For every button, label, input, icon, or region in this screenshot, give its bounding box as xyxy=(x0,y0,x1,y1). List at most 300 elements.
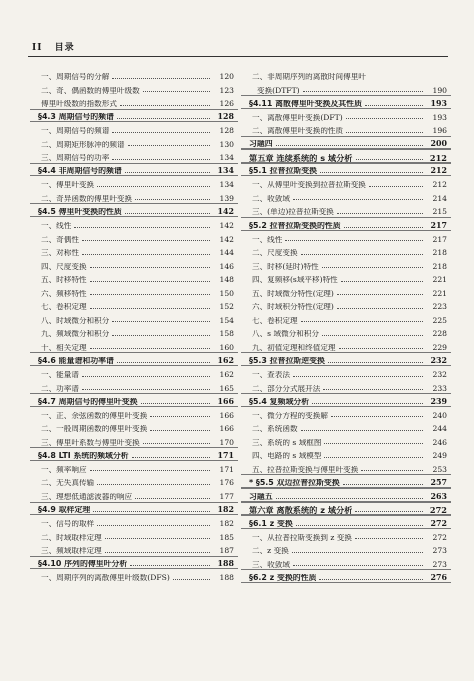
toc-entry-title: 十、相关定理 xyxy=(41,343,87,352)
dot-leader xyxy=(90,348,210,349)
toc-entry[interactable] xyxy=(38,135,234,149)
toc-entry-title: 二、尺度变换 xyxy=(252,249,298,257)
toc-page-number: 272 xyxy=(432,532,447,542)
toc-entry-title: §5.3 拉普拉斯逆变换 xyxy=(249,357,325,366)
dot-leader xyxy=(337,308,423,309)
dot-leader xyxy=(112,159,210,160)
toc-entry[interactable] xyxy=(249,311,447,325)
dot-leader xyxy=(344,227,423,228)
toc-page-number: 193 xyxy=(430,98,447,108)
toc-entry[interactable] xyxy=(249,297,447,311)
toc-entry[interactable] xyxy=(249,270,447,284)
toc-page-number: 134 xyxy=(219,180,234,190)
toc-entry[interactable] xyxy=(38,94,234,108)
toc-section[interactable] xyxy=(249,162,447,176)
toc-entry-title: 三、(单边)拉普拉斯变换 xyxy=(252,208,334,217)
dot-leader xyxy=(356,159,424,160)
toc-page-number: 215 xyxy=(432,207,447,217)
toc-entry[interactable] xyxy=(38,379,234,393)
toc-entry-title: 七、卷积定理 xyxy=(252,316,298,325)
toc-entry-title: 二、非周期序列的离散时间傅里叶 xyxy=(252,72,366,81)
toc-entry-title: 二、一般周期函数的傅里叶变换 xyxy=(41,425,148,433)
toc-page-number: 142 xyxy=(219,234,234,244)
toc-page-number: 144 xyxy=(219,248,234,258)
dot-leader xyxy=(82,389,210,390)
toc-section[interactable] xyxy=(249,392,447,406)
toc-entry[interactable] xyxy=(249,379,447,393)
toc-entry-title: 二、z 变换 xyxy=(252,547,289,555)
toc-page-number: 221 xyxy=(432,275,447,285)
toc-entry[interactable] xyxy=(249,67,447,81)
section-rule xyxy=(241,136,451,137)
toc-page-number: 217 xyxy=(432,234,447,244)
section-rule xyxy=(241,163,451,164)
toc-entry-title: §4.8 LTI 系统的频域分析 xyxy=(38,451,129,460)
toc-entry[interactable] xyxy=(38,243,234,257)
toc-entry-title: 一、周期序列的离散傅里叶级数(DFS) xyxy=(41,574,170,582)
toc-entry[interactable] xyxy=(38,284,234,298)
toc-page-number: 212 xyxy=(430,166,447,176)
dot-leader xyxy=(285,240,423,241)
toc-entry[interactable] xyxy=(249,189,447,203)
toc-entry-title: §5.4 复频域分析 xyxy=(249,397,310,406)
page-number: II xyxy=(32,43,43,53)
toc-entry[interactable] xyxy=(249,202,447,216)
toc-entry-title: 六、频移特性 xyxy=(41,289,87,298)
toc-entry-title: 习题四 xyxy=(249,140,273,149)
toc-entry-title: 二、收敛域 xyxy=(252,194,290,203)
toc-page-number: 165 xyxy=(219,383,234,393)
toc-page-number: 182 xyxy=(217,505,234,515)
dot-leader xyxy=(324,443,423,444)
toc-section[interactable] xyxy=(38,555,234,569)
toc-entry[interactable] xyxy=(38,406,234,420)
dot-leader xyxy=(296,525,423,526)
toc-entry[interactable] xyxy=(249,460,447,474)
toc-section[interactable] xyxy=(38,162,234,176)
section-rule xyxy=(241,474,451,475)
toc-entry[interactable] xyxy=(38,473,234,487)
toc-entry-title: 九、频域微分和积分 xyxy=(41,330,110,338)
toc-entry[interactable] xyxy=(38,230,234,244)
toc-entry[interactable] xyxy=(249,243,447,257)
toc-page-number: 176 xyxy=(219,478,234,488)
toc-page-number: 272 xyxy=(430,518,447,528)
toc-entry[interactable] xyxy=(38,365,234,379)
dot-leader xyxy=(143,443,210,444)
toc-entry-title: §6.2 z 变换的性质 xyxy=(249,573,317,582)
toc-page-number: 257 xyxy=(430,478,447,488)
dot-leader xyxy=(341,281,423,282)
toc-page-number: 130 xyxy=(219,139,234,149)
toc-chapter[interactable] xyxy=(249,501,447,515)
dot-leader xyxy=(323,389,423,390)
toc-entry-title: 二、无失真传输 xyxy=(41,479,95,487)
toc-entry-title: 一、周期信号的频谱 xyxy=(41,127,110,135)
page-header xyxy=(32,40,75,53)
dot-leader xyxy=(97,186,210,187)
toc-page-number: 221 xyxy=(432,288,447,298)
toc-page-number: 142 xyxy=(217,207,234,217)
dot-leader xyxy=(105,538,210,539)
toc-entry[interactable] xyxy=(38,433,234,447)
toc-page-number: 223 xyxy=(432,302,447,312)
dot-leader xyxy=(355,511,423,512)
toc-page-number: 193 xyxy=(432,112,447,122)
toc-entry[interactable] xyxy=(38,568,234,582)
dot-leader xyxy=(301,254,423,255)
toc-entry-title: 一、能量谱 xyxy=(41,370,79,379)
dot-leader xyxy=(355,538,423,539)
dot-leader xyxy=(301,430,423,431)
toc-entry-title: 第六章 离散系统的 z 域分析 xyxy=(249,505,353,515)
dot-leader xyxy=(120,105,210,106)
toc-page-number: 170 xyxy=(219,437,234,447)
toc-entry[interactable] xyxy=(249,230,447,244)
toc-entry-title: 第五章 连续系统的 s 域分析 xyxy=(249,153,353,162)
toc-page-number: 166 xyxy=(219,424,234,434)
toc-entry-title: 三、周期信号的功率 xyxy=(41,154,110,162)
toc-entry-title: * §5.5 双边拉普拉斯变换 xyxy=(249,479,340,487)
toc-entry-title: 一、信号的取样 xyxy=(41,520,95,528)
dot-leader xyxy=(331,416,423,417)
page-title: 目录 xyxy=(54,43,75,53)
toc-page-number: 171 xyxy=(217,450,234,460)
toc-entry-title: 二、系统函数 xyxy=(252,425,298,433)
toc-entry-title: 四、复频移(s域平移)特性 xyxy=(252,276,338,284)
toc-entry-title: §5.2 拉普拉斯变换的性质 xyxy=(249,221,341,230)
toc-entry[interactable] xyxy=(38,487,234,501)
dot-leader xyxy=(90,294,210,295)
toc-right-column xyxy=(249,67,447,582)
toc-entry[interactable] xyxy=(38,338,234,352)
section-rule xyxy=(30,502,238,503)
dot-leader xyxy=(150,430,210,431)
dot-leader xyxy=(90,281,210,282)
dot-leader xyxy=(82,376,210,377)
dot-leader xyxy=(125,172,210,173)
dot-leader xyxy=(132,457,210,458)
dot-leader xyxy=(141,403,210,404)
section-rule xyxy=(241,515,451,516)
toc-entry-title: 三、傅里叶系数与傅里叶变换 xyxy=(41,438,140,447)
toc-section[interactable] xyxy=(249,94,447,108)
toc-entry[interactable] xyxy=(38,297,234,311)
toc-page-number: 272 xyxy=(429,504,447,515)
toc-entry-title: 二、周期矩形脉冲的频谱 xyxy=(41,140,125,149)
section-rule xyxy=(241,393,451,394)
header-divider xyxy=(28,56,448,57)
dot-leader xyxy=(74,227,210,228)
dot-leader xyxy=(97,484,210,485)
dot-leader xyxy=(324,457,423,458)
section-rule xyxy=(241,569,451,570)
section-rule xyxy=(241,582,451,583)
dot-leader xyxy=(328,362,423,363)
toc-entry[interactable] xyxy=(249,175,447,189)
toc-entry-title: 八、s 域微分和积分 xyxy=(252,330,320,338)
toc-page-number: 246 xyxy=(432,437,447,447)
toc-entry[interactable] xyxy=(38,419,234,433)
dot-leader xyxy=(322,335,423,336)
toc-entry-title: §6.1 z 变换 xyxy=(249,519,293,528)
dot-leader xyxy=(125,213,210,214)
toc-entry-title: 五、时移特性 xyxy=(41,276,87,284)
toc-page-number: 177 xyxy=(219,491,234,501)
toc-entry[interactable] xyxy=(38,216,234,230)
toc-entry-title: §4.7 周期信号的傅里叶变换 xyxy=(38,397,138,406)
dot-leader xyxy=(97,525,210,526)
toc-entry-title: §4.4 非周期信号的频谱 xyxy=(38,167,122,176)
toc-section[interactable] xyxy=(249,487,447,501)
toc-entry-title: 一、从拉普拉斯变换到 z 变换 xyxy=(252,533,352,542)
section-rule xyxy=(241,217,451,218)
dot-leader xyxy=(105,552,210,553)
toc-entry[interactable] xyxy=(38,324,234,338)
toc-page-number: 232 xyxy=(430,356,447,366)
toc-section[interactable] xyxy=(249,351,447,365)
toc-entry-title: 二、时域取样定理 xyxy=(41,533,102,542)
dot-leader xyxy=(361,470,423,471)
toc-section[interactable] xyxy=(38,108,234,122)
toc-page-number: 123 xyxy=(219,85,234,95)
toc-page-number: 154 xyxy=(219,315,234,325)
toc-page-number: 212 xyxy=(432,180,447,190)
section-rule xyxy=(241,95,451,96)
dot-leader xyxy=(130,565,210,566)
toc-entry-title: 四、电路的 s 域模型 xyxy=(252,452,322,460)
dot-leader xyxy=(343,484,423,485)
toc-entry[interactable] xyxy=(249,406,447,420)
dot-leader xyxy=(322,267,423,268)
section-rule xyxy=(30,109,238,110)
toc-page-number: 158 xyxy=(219,329,234,339)
toc-entry-title: 一、正、余弦函数的傅里叶变换 xyxy=(41,411,148,420)
toc-section[interactable] xyxy=(249,514,447,528)
toc-page-number: 244 xyxy=(432,424,447,434)
section-rule xyxy=(241,149,451,150)
toc-page-number: 160 xyxy=(219,342,234,352)
toc-entry-title: 七、卷积定理 xyxy=(41,303,87,311)
toc-entry-title: 四、尺度变换 xyxy=(41,262,87,271)
toc-page-number: 228 xyxy=(432,329,447,339)
toc-section[interactable] xyxy=(38,351,234,365)
toc-entry-title: §4.6 能量谱和功率谱 xyxy=(38,357,114,366)
toc-page-number: 126 xyxy=(219,99,234,109)
dot-leader xyxy=(337,294,423,295)
dot-leader xyxy=(320,172,423,173)
toc-entry[interactable] xyxy=(249,338,447,352)
dot-leader xyxy=(303,91,423,92)
toc-page-number: 171 xyxy=(219,464,234,474)
toc-section[interactable] xyxy=(249,135,447,149)
toc-entry[interactable] xyxy=(249,433,447,447)
toc-entry[interactable] xyxy=(249,81,447,95)
dot-leader xyxy=(337,213,423,214)
toc-entry-title: 三、理想低通滤波器的响应 xyxy=(41,492,133,501)
toc-entry[interactable] xyxy=(38,81,234,95)
dot-leader xyxy=(135,498,210,499)
toc-entry[interactable] xyxy=(38,270,234,284)
toc-entry-title: 二、离散傅里叶变换的性质 xyxy=(252,127,344,135)
dot-leader xyxy=(346,132,423,133)
toc-page-number: 146 xyxy=(219,261,234,271)
dot-leader xyxy=(293,376,423,377)
toc-entry-title: 五、时域微分特性(定理) xyxy=(252,289,334,298)
dot-leader xyxy=(346,118,423,119)
toc-entry[interactable] xyxy=(38,528,234,542)
toc-entry[interactable] xyxy=(38,311,234,325)
toc-entry[interactable] xyxy=(38,541,234,555)
section-rule xyxy=(241,488,451,489)
toc-section[interactable] xyxy=(38,446,234,460)
dot-leader xyxy=(112,321,210,322)
toc-entry[interactable] xyxy=(249,541,447,555)
toc-page-number: 162 xyxy=(217,356,234,366)
toc-entry-title: 傅里叶级数的指数形式 xyxy=(41,100,117,108)
toc-entry[interactable] xyxy=(38,514,234,528)
dot-leader xyxy=(112,78,210,79)
toc-entry[interactable] xyxy=(249,419,447,433)
toc-entry[interactable] xyxy=(249,257,447,271)
toc-page-number: 273 xyxy=(432,559,447,569)
toc-page-number: 134 xyxy=(219,153,234,163)
toc-page-number: 229 xyxy=(432,342,447,352)
dot-leader xyxy=(112,132,210,133)
toc-entry-title: 三、时移(延时)特性 xyxy=(252,262,319,271)
toc-page-number: 196 xyxy=(432,126,447,136)
toc-entry-title: 二、奇异函数的傅里叶变换 xyxy=(41,194,133,203)
toc-entry-title: 三、系统的 s 域框图 xyxy=(252,438,322,447)
toc-entry[interactable] xyxy=(249,284,447,298)
toc-entry-title: 三、对称性 xyxy=(41,249,79,257)
toc-page-number: 217 xyxy=(430,220,447,230)
dot-leader xyxy=(143,91,210,92)
toc-entry[interactable] xyxy=(249,324,447,338)
toc-entry-title: §4.3 周期信号的频谱 xyxy=(38,113,114,122)
dot-leader xyxy=(117,118,210,119)
toc-page-number: 150 xyxy=(219,288,234,298)
toc-entry-title: 三、收敛域 xyxy=(252,560,290,569)
dot-leader xyxy=(339,348,423,349)
toc-entry-title: 变换(DTFT) xyxy=(257,86,300,95)
toc-page-number: 185 xyxy=(219,532,234,542)
toc-entry[interactable] xyxy=(38,148,234,162)
dot-leader xyxy=(90,308,210,309)
section-rule xyxy=(241,502,451,503)
toc-page-number: 166 xyxy=(219,410,234,420)
toc-entry[interactable] xyxy=(38,121,234,135)
toc-section[interactable] xyxy=(249,568,447,582)
toc-section[interactable] xyxy=(38,392,234,406)
toc-page-number: 225 xyxy=(432,315,447,325)
toc-entry-title: 一、傅里叶变换 xyxy=(41,181,95,189)
toc-entry[interactable] xyxy=(38,460,234,474)
toc-entry[interactable] xyxy=(38,257,234,271)
toc-page-number: 187 xyxy=(219,546,234,556)
toc-entry-title: 五、拉普拉斯变换与傅里叶变换 xyxy=(252,465,359,474)
dot-leader xyxy=(369,186,423,187)
toc-page-number: 120 xyxy=(219,71,234,81)
toc-section[interactable] xyxy=(38,501,234,515)
toc-entry-title: 二、功率谱 xyxy=(41,384,79,393)
dot-leader xyxy=(128,145,210,146)
dot-leader xyxy=(112,335,210,336)
section-rule xyxy=(30,163,238,164)
toc-entry-title: 一、线性 xyxy=(252,235,283,244)
toc-entry-title: 一、从傅里叶变换到拉普拉斯变换 xyxy=(252,181,366,189)
toc-page-number: 212 xyxy=(429,152,447,163)
section-rule xyxy=(30,203,238,204)
toc-entry[interactable] xyxy=(249,121,447,135)
toc-entry[interactable] xyxy=(249,365,447,379)
toc-entry[interactable] xyxy=(38,67,234,81)
toc-entry-title: 一、周期信号的分解 xyxy=(41,72,110,81)
toc-page-number: 162 xyxy=(219,369,234,379)
section-rule xyxy=(30,352,238,353)
dot-leader xyxy=(82,240,210,241)
toc-page-number: 276 xyxy=(430,572,447,582)
toc-entry-title: 一、线性 xyxy=(41,221,72,230)
toc-entry-title: §5.1 拉普拉斯变换 xyxy=(249,167,318,176)
toc-entry[interactable] xyxy=(249,108,447,122)
toc-entry[interactable] xyxy=(249,446,447,460)
toc-entry-title: 二、部分分式展开法 xyxy=(252,384,321,393)
dot-leader xyxy=(93,511,210,512)
toc-page-number: 152 xyxy=(219,302,234,312)
toc-chapter[interactable] xyxy=(249,148,447,162)
toc-page-number: 142 xyxy=(219,220,234,230)
toc-page-number: 240 xyxy=(432,410,447,420)
toc-entry-title: 六、时域积分特性(定理) xyxy=(252,303,334,311)
dot-leader xyxy=(82,254,210,255)
toc-entry[interactable] xyxy=(38,175,234,189)
toc-entry[interactable] xyxy=(249,555,447,569)
toc-page-number: 182 xyxy=(219,519,234,528)
toc-section[interactable] xyxy=(249,473,447,487)
toc-page-number: 139 xyxy=(219,193,234,203)
dot-leader xyxy=(293,565,423,566)
toc-section[interactable] xyxy=(249,216,447,230)
toc-entry[interactable] xyxy=(38,189,234,203)
toc-entry-title: 九、初值定理和终值定理 xyxy=(252,343,336,352)
toc-entry-title: §4.10 序列的傅里叶分析 xyxy=(38,560,128,569)
toc-entry-title: 八、时域微分和积分 xyxy=(41,316,110,325)
toc-entry[interactable] xyxy=(249,528,447,542)
toc-page-number: 239 xyxy=(430,396,447,406)
toc-left-column xyxy=(38,67,234,582)
toc-page-number: 166 xyxy=(217,396,234,406)
section-rule xyxy=(241,352,451,353)
toc-entry-title: 一、查表法 xyxy=(252,370,290,379)
toc-page-number: 218 xyxy=(432,248,447,258)
toc-page-number: 190 xyxy=(432,85,447,95)
section-rule xyxy=(30,556,238,557)
dot-leader xyxy=(135,199,210,200)
toc-page-number: 273 xyxy=(432,546,447,556)
dot-leader xyxy=(365,105,423,106)
dot-leader xyxy=(90,267,210,268)
toc-entry-title: §4.11 离散傅里叶变换及其性质 xyxy=(249,99,362,108)
section-rule xyxy=(30,447,238,448)
toc-entry-title: 一、离散傅里叶变换(DFT) xyxy=(252,113,343,122)
toc-page-number: 214 xyxy=(432,193,447,203)
toc-page-number: 188 xyxy=(219,573,234,583)
toc-section[interactable] xyxy=(38,202,234,216)
toc-entry-title: 三、频域取样定理 xyxy=(41,547,102,555)
toc-page-number: 232 xyxy=(432,369,447,379)
dot-leader xyxy=(117,362,210,363)
